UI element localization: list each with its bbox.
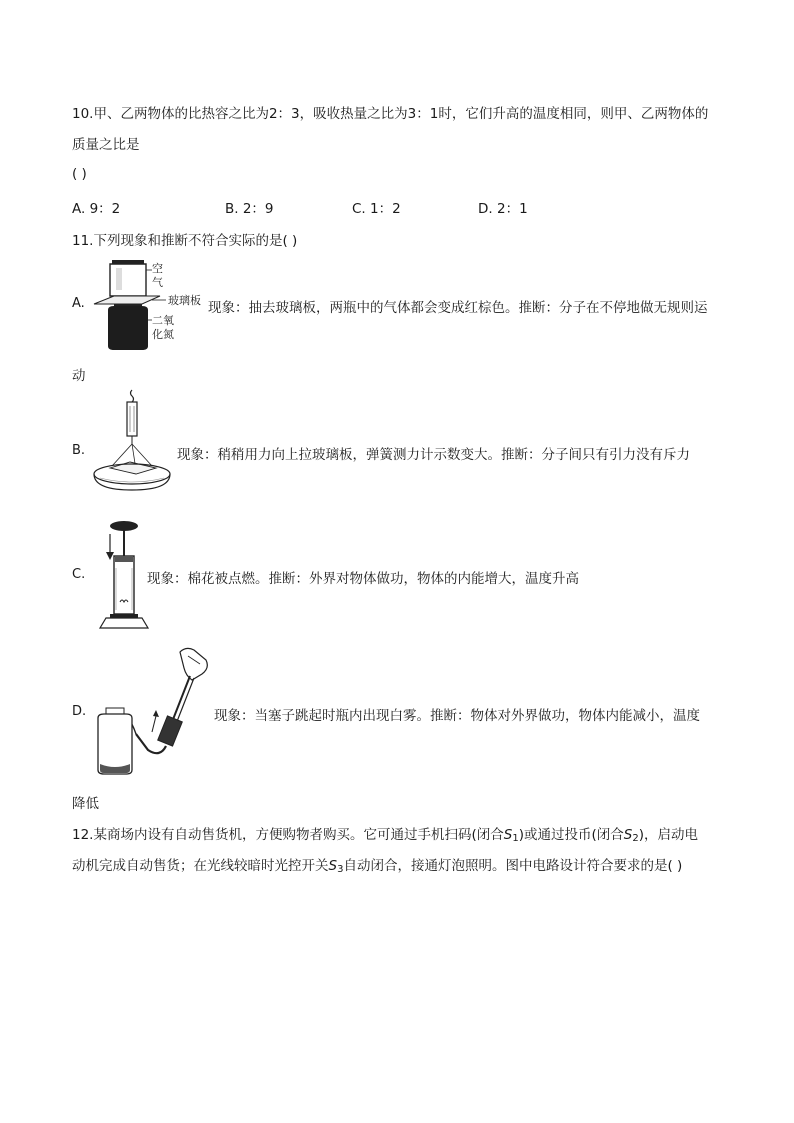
q12-text-5: 自动闭合，接通灯泡照明。图中电路设计符合要求的是( ) xyxy=(343,858,683,874)
q11-a-letter: A. xyxy=(72,296,85,311)
q12-text-4: 动机完成自动售货；在光线较暗时光控开关 xyxy=(72,858,329,874)
q10-stem-line1: 10.甲、乙两物体的比热容之比为2：3，吸收热量之比为3：1时，它们升高的温度相同，则甲、乙两物体的 xyxy=(72,106,709,122)
bottle-pump-figure xyxy=(90,646,214,776)
q11-c-letter: C. xyxy=(72,567,86,582)
switch-s3-sub: 3 xyxy=(337,864,344,875)
label-no2-1: 二氧 xyxy=(152,314,174,327)
q12-stem-line2 xyxy=(72,854,682,875)
q11-b-text: 现象：稍稍用力向上拉玻璃板，弹簧测力计示数变大。推断：分子间只有引力没有斥力 xyxy=(177,447,690,463)
label-air-2: 气 xyxy=(152,276,163,289)
q11-d-letter: D. xyxy=(72,704,87,719)
switch-s1: S xyxy=(503,827,513,843)
q12-text-2: )或通过投币(闭合 xyxy=(518,827,624,843)
spring-scale-figure xyxy=(90,388,172,498)
q11-a-text-cont: 动 xyxy=(72,368,86,384)
q10-option-c: C. 1：2 xyxy=(352,201,401,217)
label-air-1: 空 xyxy=(152,262,163,275)
switch-s2-sub: 2 xyxy=(632,833,639,844)
switch-s1-sub: 1 xyxy=(512,833,519,844)
q10-option-a: A. 9：2 xyxy=(72,201,121,217)
q11-c-text: 现象：棉花被点燃。推断：外界对物体做功，物体的内能增大，温度升高 xyxy=(147,571,579,587)
label-no2-2: 化氮 xyxy=(152,328,174,341)
switch-s3: S xyxy=(328,858,338,874)
air-compression-figure xyxy=(94,518,150,630)
q11-d-text-cont: 降低 xyxy=(72,796,99,812)
switch-s2: S xyxy=(623,827,633,843)
q12-stem-line1 xyxy=(72,823,698,844)
q11-d-text: 现象：当塞子跳起时瓶内出现白雾。推断：物体对外界做功，物体内能减小，温度 xyxy=(214,708,700,724)
q10-answer-paren: ( ) xyxy=(72,166,87,182)
q11-stem: 11.下列现象和推断不符合实际的是( ) xyxy=(72,233,298,249)
q12-text-1: 12.某商场内设有自动售货机，方便购物者购买。它可通过手机扫码(闭合 xyxy=(72,827,504,843)
q10-option-d: D. 2：1 xyxy=(478,201,528,217)
label-glass-plate: 玻璃板 xyxy=(168,294,201,307)
q11-b-letter: B. xyxy=(72,443,86,458)
q10-stem-line2: 质量之比是 xyxy=(72,137,140,153)
q12-text-3: )，启动电 xyxy=(638,827,698,843)
q11-a-text: 现象：抽去玻璃板，两瓶中的气体都会变成红棕色。推断：分子在不停地做无规则运 xyxy=(208,300,708,316)
q10-option-b: B. 2：9 xyxy=(225,201,274,217)
gas-diffusion-figure xyxy=(92,258,212,354)
